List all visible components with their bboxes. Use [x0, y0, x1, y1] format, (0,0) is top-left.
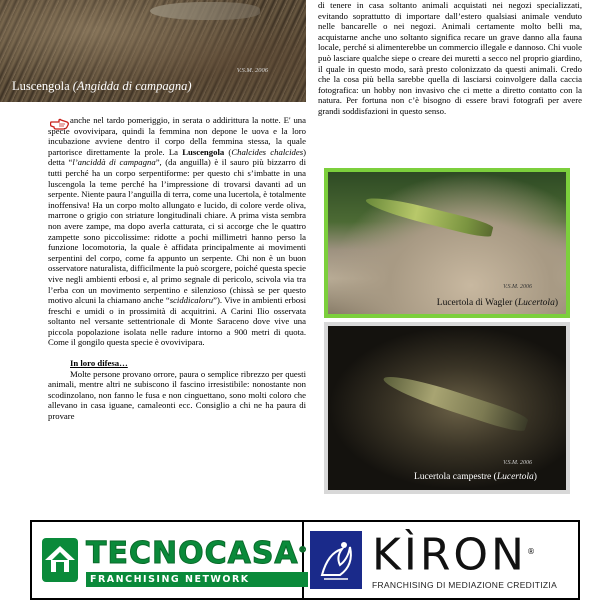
latin-name: Chalcides chalcides	[231, 146, 304, 157]
campestre-lizard-figure	[381, 369, 530, 434]
photo-credit: V.S.M. 2006	[236, 67, 268, 74]
luscengola-term: Luscengola	[182, 146, 225, 157]
article-paragraph-2: Molte persone provano orrore, paura o semplice ribrezzo per questi animali, mentre altri ne subiscono il fascino irresistibile: nonostante non scodinzolano, non fanno le fusa e non cinguettano, sono molti coloro che allevano in casa iguane, camaleonti ecc. Consiglio a chi ne ha paura di provare	[48, 368, 306, 422]
wagler-lizard-figure	[364, 193, 494, 240]
tecnocasa-house-icon	[42, 538, 78, 582]
left-text-column	[48, 115, 306, 422]
section-subheading: In loro difesa…	[70, 358, 128, 369]
tecnocasa-logo-text: TECNOCASA®	[86, 535, 308, 571]
article-paragraph: anche nel tardo pomeriggio, in serata o addirittura la notte. E' una specie ovovivipara, quindi la femmina non depone le uova e la loro incubazione avviene dentro il corpo della femmina stessa, la quale partorisce direttamente la prole. La Luscengola (Chalcides chalcides) detta “l’anciddà di campagna”, (da anguilla) è il sauro più bizzarro di tutti perché ha un corpo serpentiforme: per questo chi s’imbatte in una luscengola la teme perché ha l’impressione di trovarsi davanti ad un serpente. Niente paura l’anguilla di terra, come una lucertola, è totalmente inoffensiva! Ha un corpo molto allungato e lucido, di colore verde oliva, marrone o grigio con striature longitudinali chiare. A prima vista sembra non avere zampe, ma dopo averla catturata, ci si accorge che le quattro zampette sono piccolissime: ridotte a pochi millimetri hanno perso la funzione locomotoria, la quale è affidata principalmente ai movimenti serpentini del corpo, come fa appunto un serpente. Chi non è un buon osservatore naturalista, difficilmente la può scorgere, poiché questa specie vive negli ambienti erbosi e, al primo segnale di pericolo, scivola via tra l’erba con un movimento serpentino e silenzioso (chissà se per questo motivo alcuni la chiamano anche “sciddicaloru”). Vive in ambienti erbosi freschi e umidi o in prossimità di acquitrini. A Carini Ilio osservata soltanto nel versante settentrionale di Monte Saraceno dove vive una piccola popolazione isolata nelle radure intorno a 900 metri di quota. Come il gongilo questa specie è ovovivipara.	[48, 115, 306, 348]
photo-caption	[12, 79, 191, 94]
local-name-2: sciddicaloru	[169, 295, 214, 306]
ad-banner	[30, 520, 580, 600]
photo-caption: Lucertola di Wagler (Lucertola)	[436, 298, 558, 308]
local-name: l’anciddà di campagna	[72, 157, 156, 168]
luscengola-photo	[0, 0, 306, 102]
kiron-logo-text: KÌRON®	[372, 529, 538, 581]
wagler-lizard-photo	[324, 168, 570, 318]
kiron-tagline: FRANCHISING DI MEDIAZIONE CREDITIZIA	[372, 579, 558, 590]
tecnocasa-tagline: FRANCHISING NETWORK	[86, 572, 308, 587]
right-text-column: di tenere in casa soltanto animali acquistati nei negozi specializzati, evitando soprattutto di importare dall’estero qualsiasi animale venduto nelle bancarelle o nei negozi. Animali certamente molto belli ma, acquistarne anche uno soltanto significa recare un grave danno alla fauna locale, perché si alimenterebbe un commercio illegale e dannoso. Chi vuole può lasciare qualche siepe o creare dei muretti a secco nel proprio giardino, il quale in questo modo, sarà presto colonizzato da questi animali. Credo che la cosa più bella sarebbe quella di lasciarsi coinvolgere dalla caccia fotografica: un hobby non invasivo che ci mette a diretto contatto con la natura. Per fortuna non c’è bisogno di essere bravi fotografi per avere grandi soddisfazioni in questo senso.	[318, 0, 582, 116]
tecnocasa-ad[interactable]	[32, 522, 308, 598]
caption-local-name: (Angidda di campagna)	[72, 79, 192, 93]
caption-name: Luscengola	[12, 79, 70, 93]
campestre-lizard-photo	[324, 322, 570, 494]
luscengola-figure	[150, 2, 260, 20]
photo-caption: Lucertola campestre (Lucertola)	[414, 472, 537, 482]
photo-credit: V.S.M. 2006	[503, 460, 532, 466]
kiron-emblem-icon	[310, 531, 362, 589]
photo-credit: V.S.M. 2006	[503, 284, 532, 290]
kiron-ad[interactable]	[304, 522, 578, 598]
